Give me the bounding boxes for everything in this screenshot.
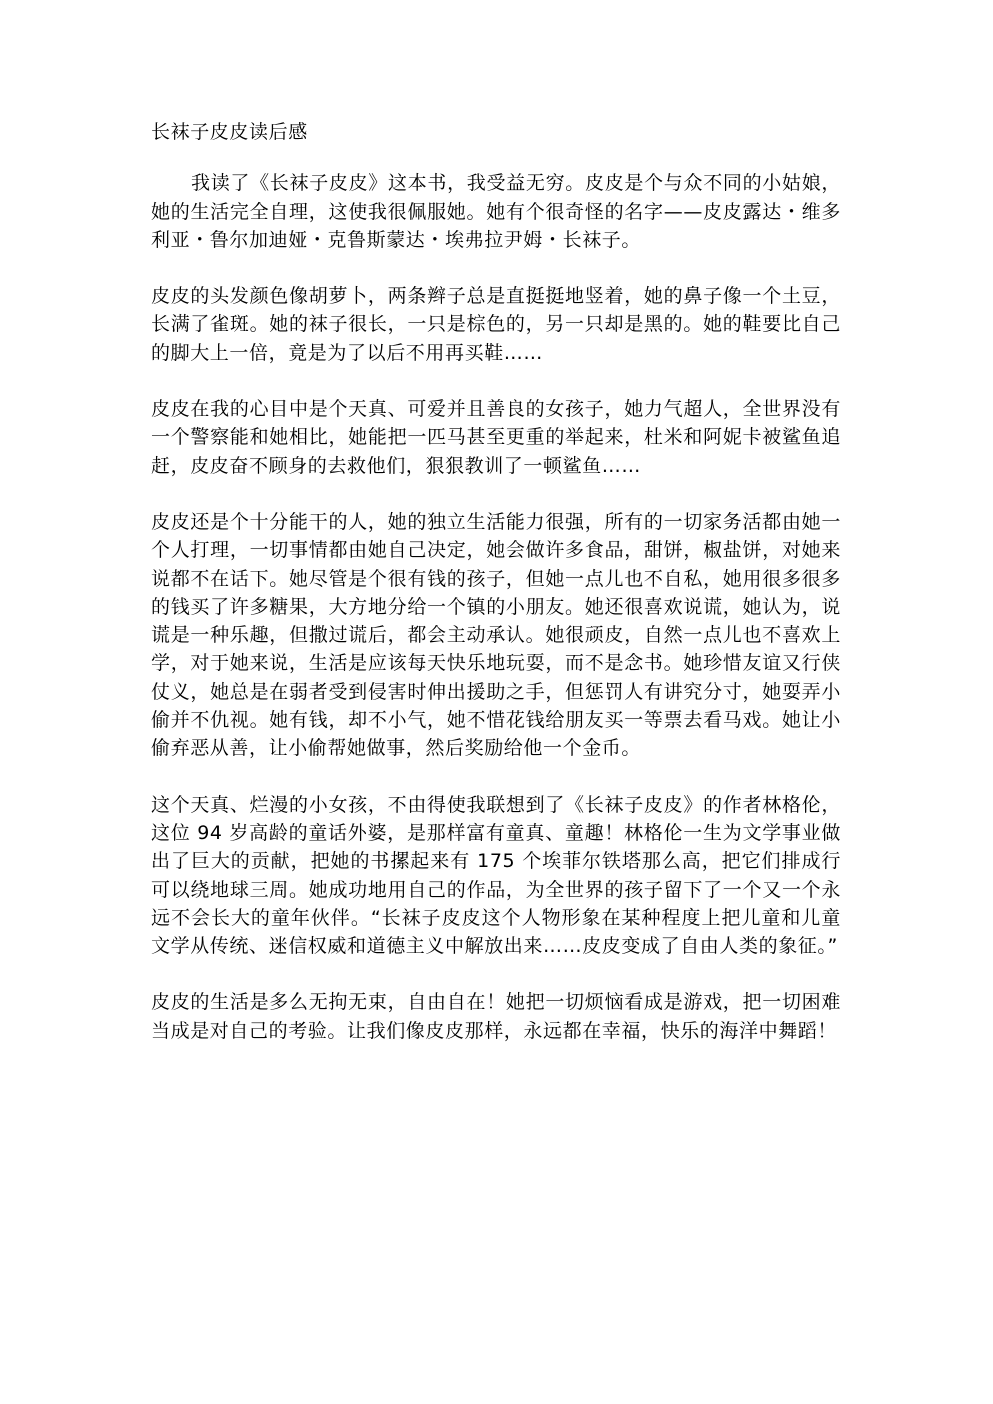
paragraph-appearance: 皮皮的头发颜色像胡萝卜，两条辫子总是直挺挺地竖着，她的鼻子像一个土豆，长满了雀斑。她的袜子很长，一只是棕色的，另一只却是黑的。她的鞋要比自己的脚大上一倍，竟是为了以后不用再买鞋……	[151, 285, 841, 364]
paragraph-conclusion: 皮皮的生活是多么无拘无束，自由自在！她把一切烦恼看成是游戏，把一切困难当成是对自己的考验。让我们像皮皮那样，永远都在幸福，快乐的海洋中舞蹈！	[151, 991, 841, 1042]
document-page	[151, 118, 841, 1073]
document-title: 长袜子皮皮读后感	[151, 121, 308, 143]
paragraph-intro: 我读了《长袜子皮皮》这本书，我受益无穷。皮皮是个与众不同的小姑娘，她的生活完全自理，这使我很佩服她。她有个很奇怪的名字——皮皮露达・维多利亚・鲁尔加迪娅・克鲁斯蒙达・埃弗拉尹姆・长袜子。	[151, 172, 841, 251]
paragraph-author: 这个天真、烂漫的小女孩，不由得使我联想到了《长袜子皮皮》的作者林格伦，这位 94 岁高龄的童话外婆，是那样富有童真、童趣！林格伦一生为文学事业做出了巨大的贡献，把她的书摞起来有 175 个埃菲尔铁塔那么高，把它们排成行可以绕地球三周。她成功地用自己的作品，为全世界的孩子留下了一个又一个永远不会长大的童年伙伴。“长袜子皮皮这个人物形象在某种程度上把儿童和儿童文学从传统、迷信权威和道德主义中解放出来……皮皮变成了自由人类的象征。”	[151, 793, 841, 958]
paragraph-character: 皮皮在我的心目中是个天真、可爱并且善良的女孩子，她力气超人，全世界没有一个警察能和她相比，她能把一匹马甚至更重的举起来，杜米和阿妮卡被鲨鱼追赶，皮皮奋不顾身的去救他们，狠狠教训了一顿鲨鱼……	[151, 398, 841, 477]
paragraph-abilities: 皮皮还是个十分能干的人，她的独立生活能力很强，所有的一切家务活都由她一个人打理，一切事情都由她自己决定，她会做许多食品，甜饼，椒盐饼，对她来说都不在话下。她尽管是个很有钱的孩子，但她一点儿也不自私，她用很多很多的钱买了许多糖果，大方地分给一个镇的小朋友。她还很喜欢说谎，她认为，说谎是一种乐趣，但撒过谎后，都会主动承认。她很顽皮，自然一点儿也不喜欢上学，对于她来说，生活是应该每天快乐地玩耍，而不是念书。她珍惜友谊又行侠仗义，她总是在弱者受到侵害时伸出援助之手，但惩罚人有讲究分寸，她耍弄小偷并不仇视。她有钱，却不小气，她不惜花钱给朋友买一等票去看马戏。她让小偷弃恶从善，让小偷帮她做事，然后奖励给他一个金币。	[151, 510, 841, 760]
